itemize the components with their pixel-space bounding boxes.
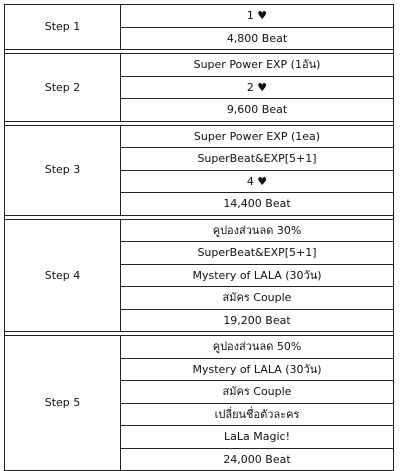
step-label: Step 2: [5, 54, 121, 122]
step-rewards-table-container: [4, 4, 394, 471]
reward-item: 24,000 Beat: [121, 448, 394, 471]
reward-item: LaLa Magic!: [121, 426, 394, 449]
reward-item: Mystery of LALA (30วัน): [121, 264, 394, 287]
reward-item: สมัคร Couple: [121, 381, 394, 404]
reward-row: [5, 219, 394, 242]
reward-item: 2 ♥: [121, 76, 394, 99]
reward-item: เปลี่ยนชื่อตัวละคร: [121, 403, 394, 426]
reward-item: 4 ♥: [121, 170, 394, 193]
reward-item: 19,200 Beat: [121, 309, 394, 332]
reward-item: 1 ♥: [121, 5, 394, 28]
step-label: Step 5: [5, 336, 121, 471]
reward-item: 9,600 Beat: [121, 99, 394, 122]
reward-row: [5, 125, 394, 148]
reward-item: สมัคร Couple: [121, 287, 394, 310]
reward-row: [5, 5, 394, 28]
reward-row: [5, 54, 394, 77]
step-label: Step 4: [5, 219, 121, 332]
step-label: Step 3: [5, 125, 121, 215]
reward-item: คูปองส่วนลด 50%: [121, 336, 394, 359]
reward-item: SuperBeat&EXP[5+1]: [121, 242, 394, 265]
reward-item: Super Power EXP (1อัน): [121, 54, 394, 77]
step-rewards-body: [5, 5, 394, 471]
reward-item: 14,400 Beat: [121, 193, 394, 216]
reward-row: [5, 336, 394, 359]
reward-item: คูปองส่วนลด 30%: [121, 219, 394, 242]
reward-item: Super Power EXP (1ea): [121, 125, 394, 148]
reward-item: SuperBeat&EXP[5+1]: [121, 148, 394, 171]
step-label: Step 1: [5, 5, 121, 50]
reward-item: 4,800 Beat: [121, 27, 394, 50]
step-rewards-table: [4, 4, 394, 471]
reward-item: Mystery of LALA (30วัน): [121, 358, 394, 381]
